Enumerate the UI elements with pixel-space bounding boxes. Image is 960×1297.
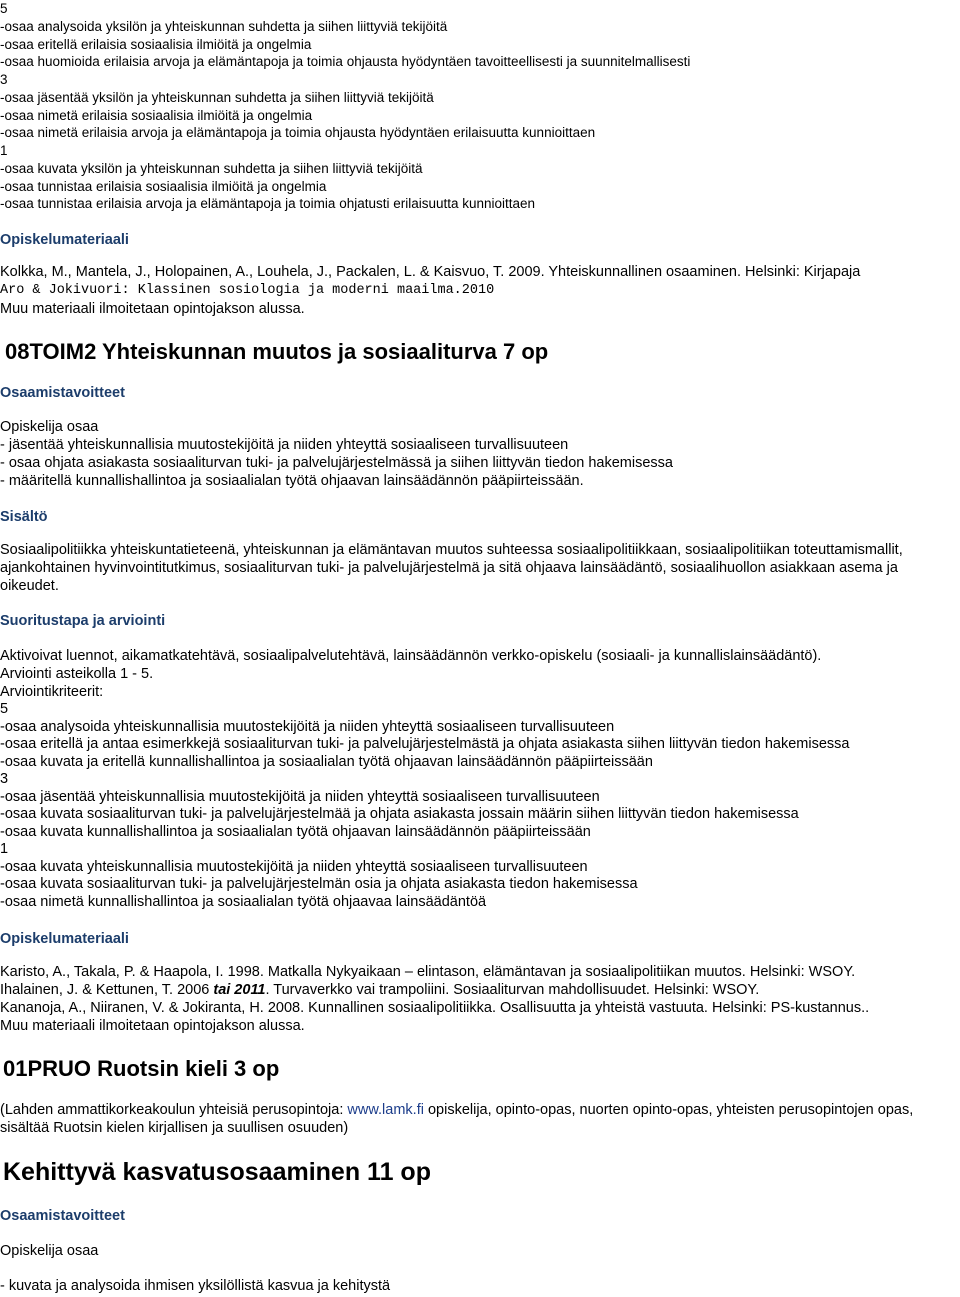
- criteria-line: -osaa analysoida yksilön ja yhteiskunnan suhdetta ja siihen liittyviä tekijöitä: [0, 19, 448, 34]
- content-line: Sosiaalipolitiikka yhteiskuntatieteenä, yhteiskunnan ja elämäntavan muutos suhteessa sosiaalipolitiikkaan, sosiaalipolitiikan toteuttamismallit,: [0, 542, 903, 558]
- criteria-line: -osaa kuvata ja eritellä kunnallishallintoa ja sosiaalialan työtä ohjaavan lainsäädännön pääpiirteissään: [0, 754, 653, 770]
- grade-1-label: 1: [0, 841, 9, 857]
- material-item: Kolkka, M., Mantela, J., Holopainen, A., Louhela, J., Packalen, L. & Kaisvuo, T. 2009. Yhteiskunnallinen osaaminen. Helsinki: Kirjapaja: [0, 264, 861, 280]
- objective-item: - kuvata ja analysoida ihmisen yksilöllistä kasvua ja kehitystä: [0, 1278, 391, 1294]
- grade-3-label: 3: [0, 72, 8, 87]
- criteria-line: -osaa kuvata yksilön ja yhteiskunnan suhdetta ja siihen liittyviä tekijöitä: [0, 161, 423, 176]
- content-heading: Sisältö: [0, 509, 48, 525]
- student-label: Opiskelija osaa: [0, 1243, 99, 1259]
- grade-5-label: 5: [0, 1, 8, 16]
- content-line: oikeudet.: [0, 578, 59, 594]
- objective-item: - määritellä kunnallishallintoa ja sosiaalialan työtä ohjaavan lainsäädännön pääpiirteissään.: [0, 473, 584, 489]
- course-title: Kehittyvä kasvatusosaaminen 11 op: [3, 1158, 431, 1186]
- criteria-line: -osaa nimetä erilaisia sosiaalisia ilmiöitä ja ongelmia: [0, 108, 313, 123]
- method-heading: Suoritustapa ja arviointi: [0, 613, 166, 629]
- criteria-line: -osaa analysoida yhteiskunnallisia muutostekijöitä ja niiden yhteyttä sosiaaliseen turvallisuuteen: [0, 719, 615, 735]
- lamk-link[interactable]: www.lamk.fi: [347, 1102, 424, 1118]
- description-text: opiskelija, opinto-opas, nuorten opinto-opas, yhteisten perusopintojen opas,: [423, 1102, 914, 1118]
- student-label: Opiskelija osaa: [0, 419, 99, 435]
- grade-3-label: 3: [0, 771, 9, 787]
- objectives-heading: Osaamistavoitteet: [0, 385, 125, 401]
- criteria-line: -osaa jäsentää yhteiskunnallisia muutostekijöitä ja niiden yhteyttä sosiaaliseen turvallisuuteen: [0, 789, 600, 805]
- material-text: . Turvaverkko vai trampoliini. Sosiaaliturvan mahdollisuudet. Helsinki: WSOY.: [265, 982, 760, 998]
- criteria-line: -osaa nimetä erilaisia arvoja ja elämäntapoja ja toimia ohjausta hyödyntäen erilaisuutta kunnioittaen: [0, 125, 596, 140]
- material-item: [0, 983, 759, 998]
- method-line: Aktivoivat luennot, aikamatkatehtävä, sosiaalipalvelutehtävä, lainsäädännön verkko-opiskelu (sosiaali- ja kunnallislainsäädäntö).: [0, 648, 822, 664]
- objectives-heading: Osaamistavoitteet: [0, 1208, 125, 1224]
- criteria-line: -osaa huomioida erilaisia arvoja ja elämäntapoja ja toimia ohjausta hyödyntäen tavoitteellisesti ja suunnitelmallisesti: [0, 54, 691, 69]
- criteria-line: -osaa kuvata sosiaaliturvan tuki- ja palvelujärjestelmän osia ja ohjata asiakasta tiedon hakemisessa: [0, 876, 638, 892]
- materials-heading: Opiskelumateriaali: [0, 232, 129, 248]
- criteria-line: -osaa jäsentää yksilön ja yhteiskunnan suhdetta ja siihen liittyviä tekijöitä: [0, 90, 434, 105]
- criteria-line: -osaa tunnistaa erilaisia arvoja ja elämäntapoja ja toimia ohjatusti erilaisuutta kunnioittaen: [0, 196, 536, 211]
- content-line: ajankohtainen hyvinvointitutkimus, sosiaaliturvan tuki- ja palvelujärjestelmä ja sitä ohjaava lainsäädäntö, sosiaalihuollon asiakkaan asema ja: [0, 560, 898, 576]
- criteria-line: -osaa kuvata sosiaaliturvan tuki- ja palvelujärjestelmää ja ohjata asiakasta jossain määrin siihen liittyvän tiedon hakemisessa: [0, 806, 799, 822]
- criteria-line: -osaa eritellä ja antaa esimerkkejä sosiaaliturvan tuki- ja palvelujärjestelmästä ja ohjata asiakasta siihen liittyvän tiedon hakemisessa: [0, 736, 850, 752]
- criteria-line: -osaa kuvata yhteiskunnallisia muutostekijöitä ja niiden yhteyttä sosiaaliseen turvallisuuteen: [0, 859, 588, 875]
- material-item: Aro & Jokivuori: Klassinen sosiologia ja moderni maailma.2010: [0, 283, 495, 298]
- material-item: Karisto, A., Takala, P. & Haapola, I. 1998. Matkalla Nykyaikaan – elintason, elämäntavan ja sosiaalipolitiikan muutos. Helsinki: WSOY.: [0, 964, 856, 980]
- method-line: Arviointikriteerit:: [0, 684, 104, 700]
- material-item: Muu materiaali ilmoitetaan opintojakson alussa.: [0, 1018, 305, 1034]
- material-text: Ihalainen, J. & Kettunen, T. 2006: [0, 982, 214, 998]
- objective-item: - jäsentää yhteiskunnallisia muutostekijöitä ja niiden yhteyttä sosiaaliseen turvallisuuteen: [0, 437, 569, 453]
- course-title: 08TOIM2 Yhteiskunnan muutos ja sosiaaliturva 7 op: [5, 339, 549, 364]
- grade-5-label: 5: [0, 701, 9, 717]
- materials-heading: Opiskelumateriaali: [0, 931, 129, 947]
- description-text: (Lahden ammattikorkeakoulun yhteisiä perusopintoja:: [0, 1102, 348, 1118]
- grade-1-label: 1: [0, 143, 8, 158]
- course-description: [0, 1103, 913, 1118]
- material-item: Kananoja, A., Niiranen, V. & Jokiranta, H. 2008. Kunnallinen sosiaalipolitiikka. Osallisuutta ja yhteistä vastuuta. Helsinki: PS-kustannus..: [0, 1000, 870, 1016]
- course-title: 01PRUO Ruotsin kieli 3 op: [3, 1056, 280, 1081]
- method-line: Arviointi asteikolla 1 - 5.: [0, 666, 154, 682]
- criteria-line: -osaa tunnistaa erilaisia sosiaalisia ilmiöitä ja ongelmia: [0, 179, 327, 194]
- criteria-line: -osaa eritellä erilaisia sosiaalisia ilmiöitä ja ongelmia: [0, 37, 312, 52]
- criteria-line: -osaa nimetä kunnallishallintoa ja sosiaalialan työtä ohjaavaa lainsäädäntöä: [0, 894, 487, 910]
- course-description: sisältää Ruotsin kielen kirjallisen ja suullisen osuuden): [0, 1120, 349, 1136]
- material-item: Muu materiaali ilmoitetaan opintojakson alussa.: [0, 301, 305, 317]
- material-emphasis: tai 2011: [213, 982, 266, 998]
- objective-item: - osaa ohjata asiakasta sosiaaliturvan tuki- ja palvelujärjestelmässä ja siihen liittyvän tiedon hakemisessa: [0, 455, 673, 471]
- criteria-line: -osaa kuvata kunnallishallintoa ja sosiaalialan työtä ohjaavan lainsäädännön pääpiirteissään: [0, 824, 591, 840]
